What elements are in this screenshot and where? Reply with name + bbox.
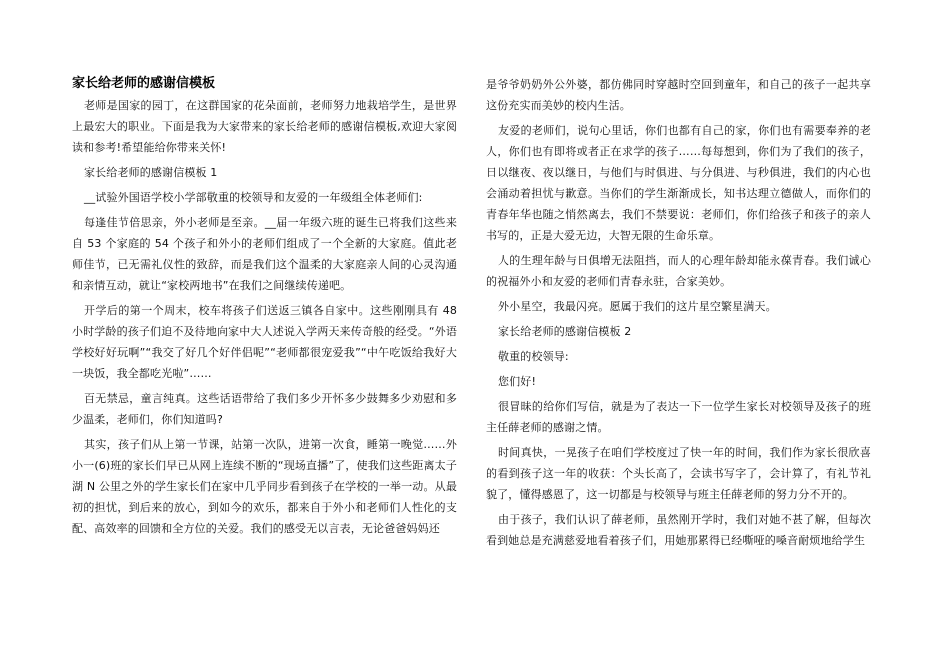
section-heading-template-1: 家长给老师的感谢信模板 1	[84, 166, 218, 179]
paragraph: 百无禁忌，童言纯真。这些话语带给了我们多少开怀多少鼓舞多少劝慰和多少温柔，老师们，你们知道吗?	[72, 392, 457, 426]
document-title: 家长给老师的感谢信模板	[72, 76, 216, 91]
paragraph: 由于孩子，我们认识了薛老师，虽然刚开学时，我们对她不甚了解，但每次看到她总是充满慈爱地看着孩子们，用她那累得已经嘶哑的嗓音耐烦地给学生	[486, 513, 871, 547]
paragraph: 很冒昧的给你们写信，就是为了表达一下一位学生家长对校领导及孩子的班主任薛老师的感谢之情。	[486, 400, 871, 434]
paragraph: 每逢佳节倍思亲，外小老师是至亲。__届一年级六班的诞生已将我们这些来自 53 个家庭的 54 个孩子和外小的老师们组成了一个全新的大家庭。值此老师佳节，已无需礼仪性的致辞，而是我们这个温柔的大家庭亲人间的心灵沟通和亲情互动，就让“家校两地书”在我们之间继续传递吧。	[72, 216, 457, 292]
salutation: 敬重的校领导:	[498, 350, 569, 363]
paragraph: 人的生理年龄与日俱增无法阻挡，而人的心理年龄却能永葆青春。我们诚心的祝福外小和友爱的老师们青春永驻，合家美妙。	[486, 254, 871, 288]
right-column	[486, 74, 871, 555]
section-heading-template-2: 家长给老师的感谢信模板 2	[498, 325, 632, 338]
paragraph: 友爱的老师们，说句心里话，你们也都有自己的家，你们也有需要奉养的老人，你们也有即将或者正在求学的孩子……每每想到，你们为了我们的孩子，日以继夜、夜以继日，与他们与时俱进、与分俱进、与秒俱进，我们的内心也会涌动着担忧与歉意。当你们的学生渐渐成长，知书达理立德做人，而你们的青春年华也随之悄然离去，我们不禁要说：老师们，你们给孩子和孩子的亲人书写的，正是大爱无边，大智无限的生命乐章。	[486, 124, 871, 242]
paragraph: 其实，孩子们从上第一节课，站第一次队，进第一次食，睡第一晚觉……外小一(6)班的家长们早已从网上连续不断的“现场直播”了，使我们这些距离太子湖 N 公里之外的学生家长们在家中几乎同步看到孩子在学校的一举一动。从最初的担忧，到后来的放心，到如今的欢乐，都来自于外小和老师们人性化的支配、高效率的回馈和全方位的关爱。我们的感受无以言表，无论爸爸妈妈还	[72, 438, 457, 535]
paragraph: 时间真快，一晃孩子在咱们学校度过了快一年的时间，我们作为家长很欣喜的看到孩子这一年的收获：个头长高了，会读书写字了，会计算了，有礼节礼貌了，懂得感恩了，这一切都是与校领导与班主任薛老师的努力分不开的。	[486, 446, 871, 501]
salutation: __试验外国语学校小学部敬重的校领导和友爱的一年级组全体老师们:	[84, 191, 423, 204]
left-column	[72, 73, 457, 543]
paragraph: 开学后的第一个周末，校车将孩子们送返三镇各自家中。这些刚刚具有 48 小时学龄的孩子们迫不及待地向家中大人述说入学两天来传奇般的经受。“外语学校好好玩啊”“我交了好几个好伴侣呢”“老师都很宠爱我”“中午吃饭给我好大一块饭，我全都吃光啦”……	[72, 304, 457, 380]
paragraph-continued: 是爷爷奶奶外公外婆，都仿佛同时穿越时空回到童年，和自己的孩子一起共享这份充实而美妙的校内生活。	[486, 78, 871, 112]
greeting: 您们好!	[498, 375, 537, 388]
paragraph: 外小星空，我最闪亮。愿属于我们的这片星空繁星满天。	[498, 300, 777, 313]
paragraph: 老师是国家的园丁，在这群国家的花朵面前，老师努力地栽培学生，是世界上最宏大的职业。下面是我为大家带来的家长给老师的感谢信模板,欢迎大家阅读和参考!希望能给你带来关怀!	[72, 99, 457, 154]
